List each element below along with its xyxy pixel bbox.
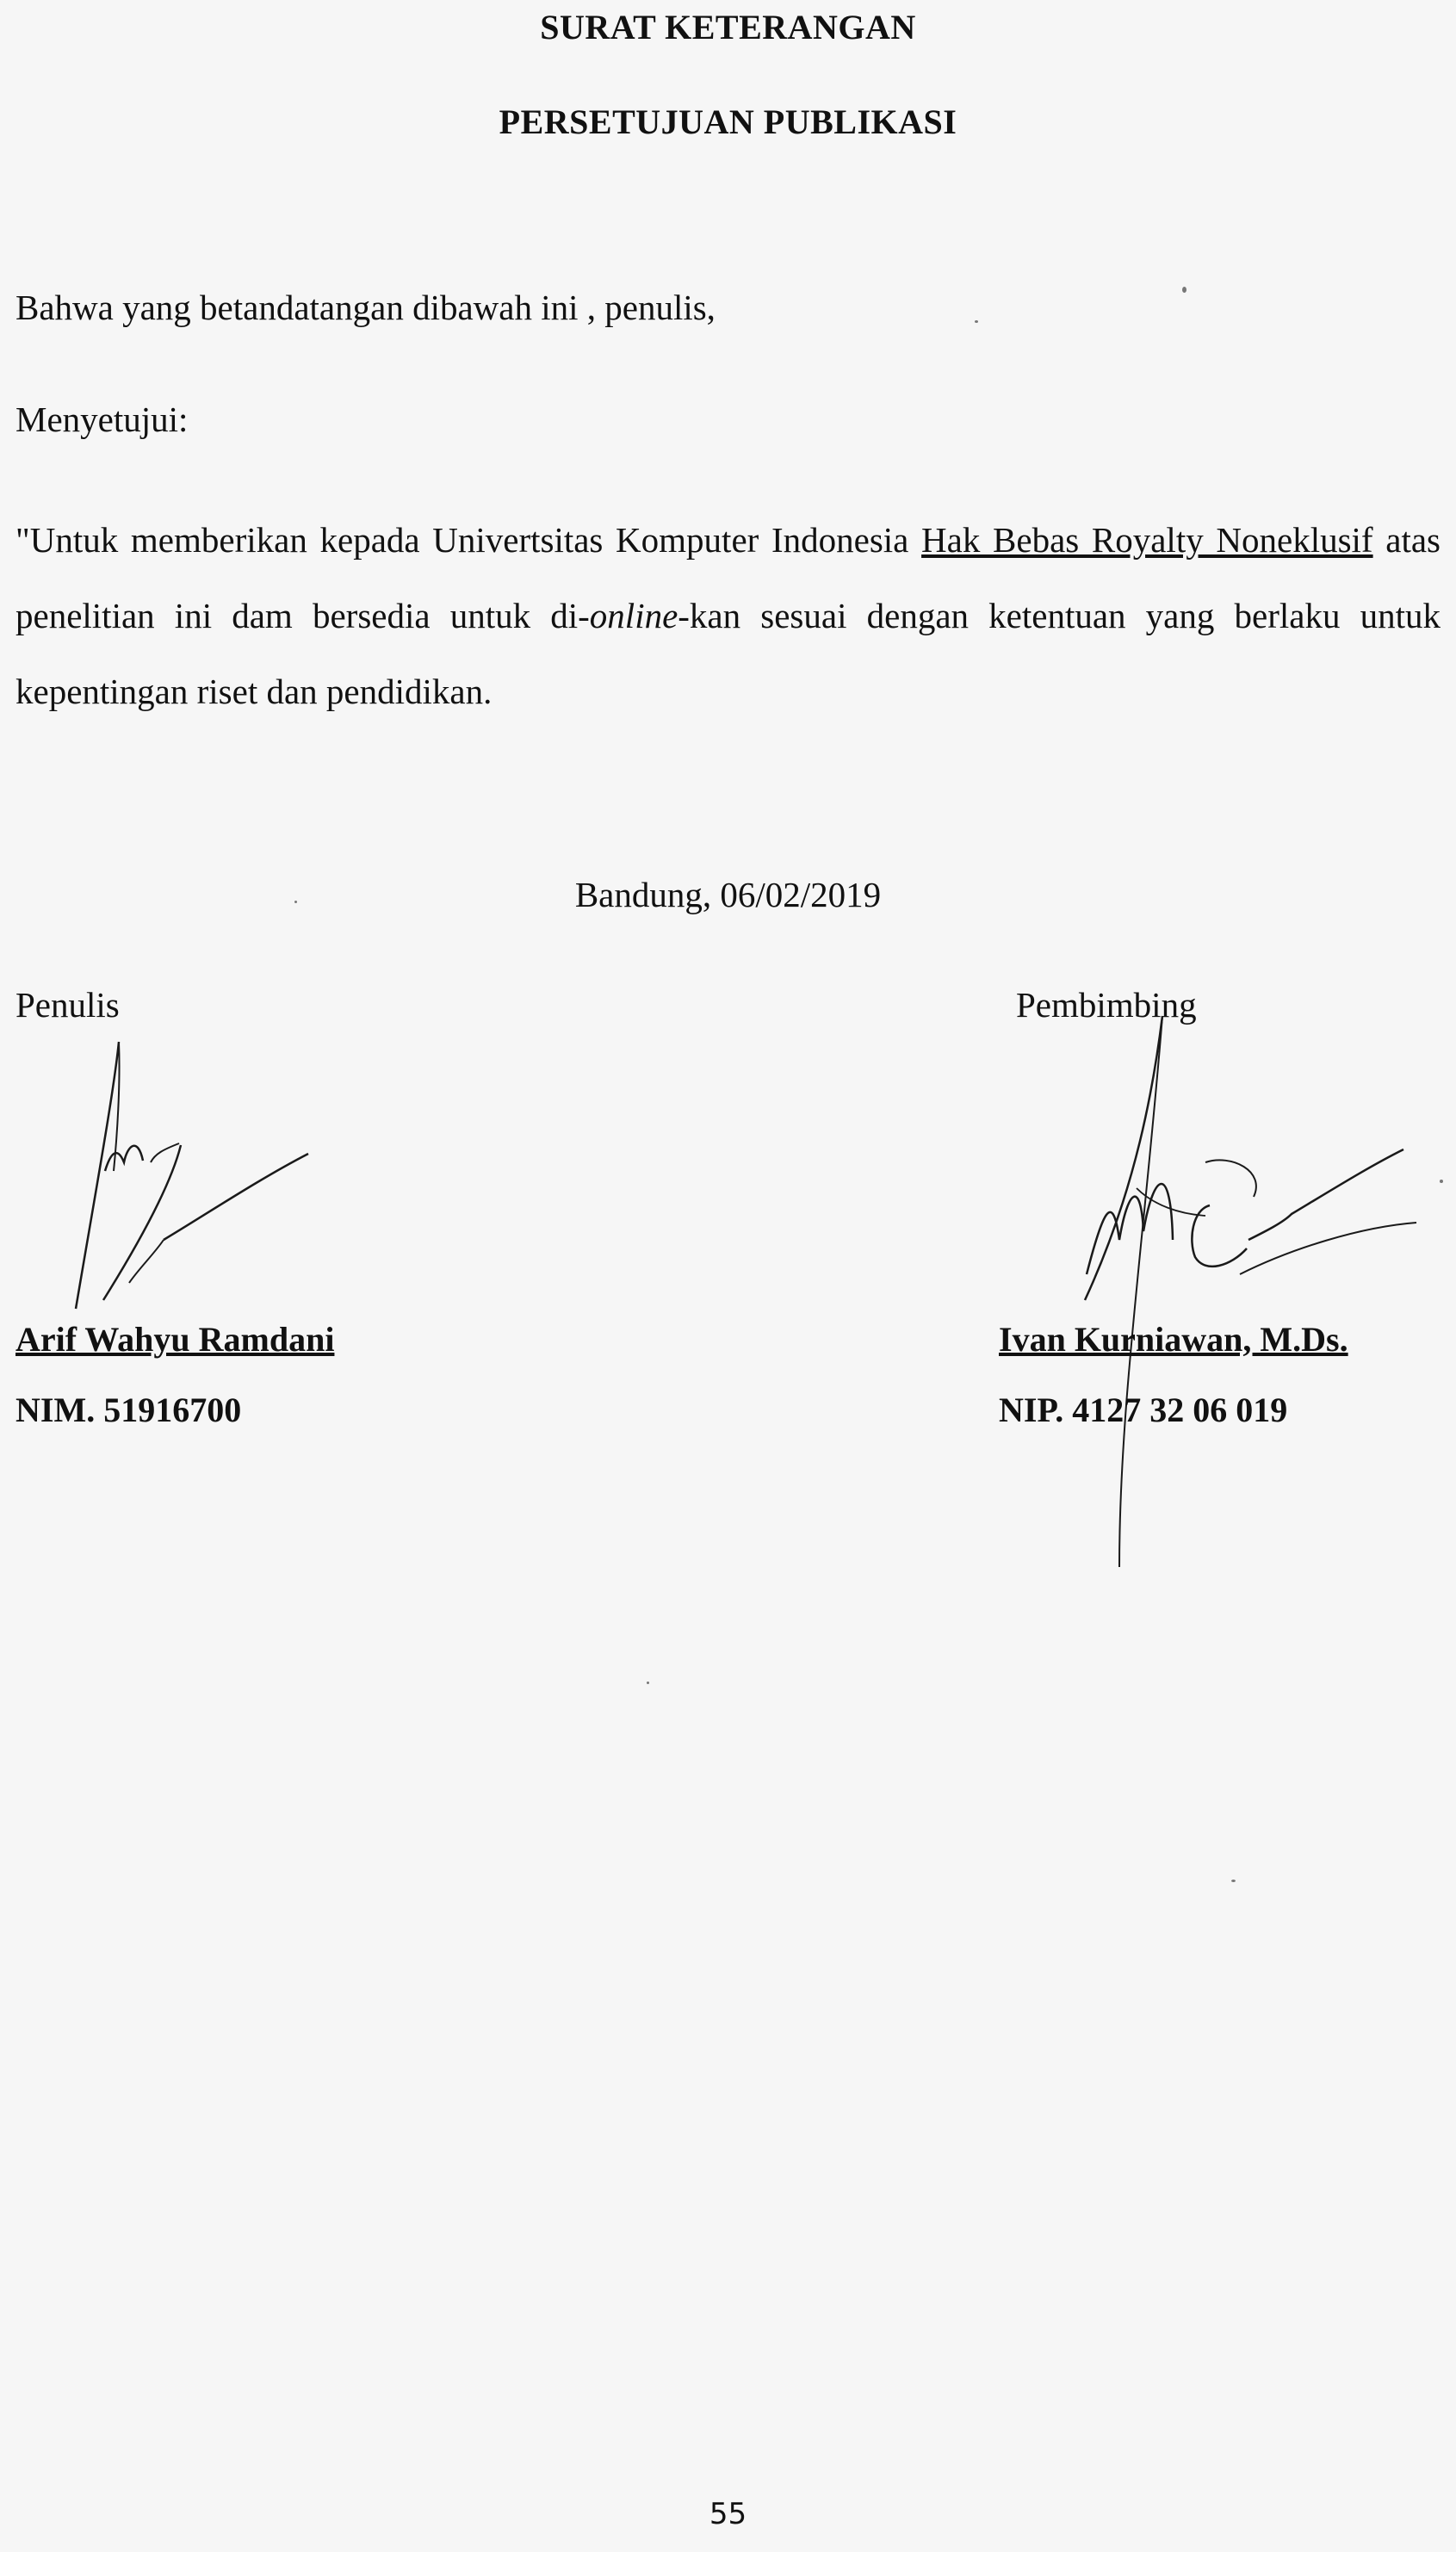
intro-statement: Bahwa yang betandatangan dibawah ini , penulis, [15, 288, 716, 327]
agreement-body [15, 502, 1441, 729]
supervisor-name: Ivan Kurniawan, M.Ds. [999, 1320, 1348, 1359]
scan-speck [1182, 287, 1186, 293]
body-online-term: online [589, 596, 678, 635]
document-subtitle: PERSETUJUAN PUBLIKASI [499, 102, 957, 141]
body-part-1: "Untuk memberikan kepada Univertsitas Komputer Indonesia [15, 520, 922, 560]
agreement-label: Menyetujui: [15, 400, 189, 439]
scan-speck [1440, 1180, 1443, 1183]
supervisor-id: NIP. 4127 32 06 019 [999, 1391, 1288, 1429]
author-name: Arif Wahyu Ramdani [15, 1320, 335, 1359]
body-part-2: atas penelitian ini dam bersedia untuk di- [15, 520, 1441, 635]
supervisor-signature [1033, 1016, 1429, 1576]
author-id: NIM. 51916700 [15, 1391, 242, 1429]
author-role: Penulis [15, 985, 120, 1025]
place-date: Bandung, 06/02/2019 [574, 875, 882, 914]
body-part-3: -kan sesuai dengan ketentuan yang berlaku untuk kepentingan riset dan pendidikan. [15, 596, 1441, 711]
scan-speck [975, 320, 978, 323]
scan-speck [647, 1682, 649, 1684]
author-signature [34, 1025, 327, 1335]
document-title: SURAT KETERANGAN [540, 8, 916, 46]
body-rights-term: Hak Bebas Royalty Noneklusif [921, 520, 1373, 560]
scan-speck [1231, 1880, 1236, 1882]
scan-speck [294, 901, 297, 903]
supervisor-role: Pembimbing [1016, 985, 1197, 1025]
page-number: 55 [709, 2497, 747, 2531]
